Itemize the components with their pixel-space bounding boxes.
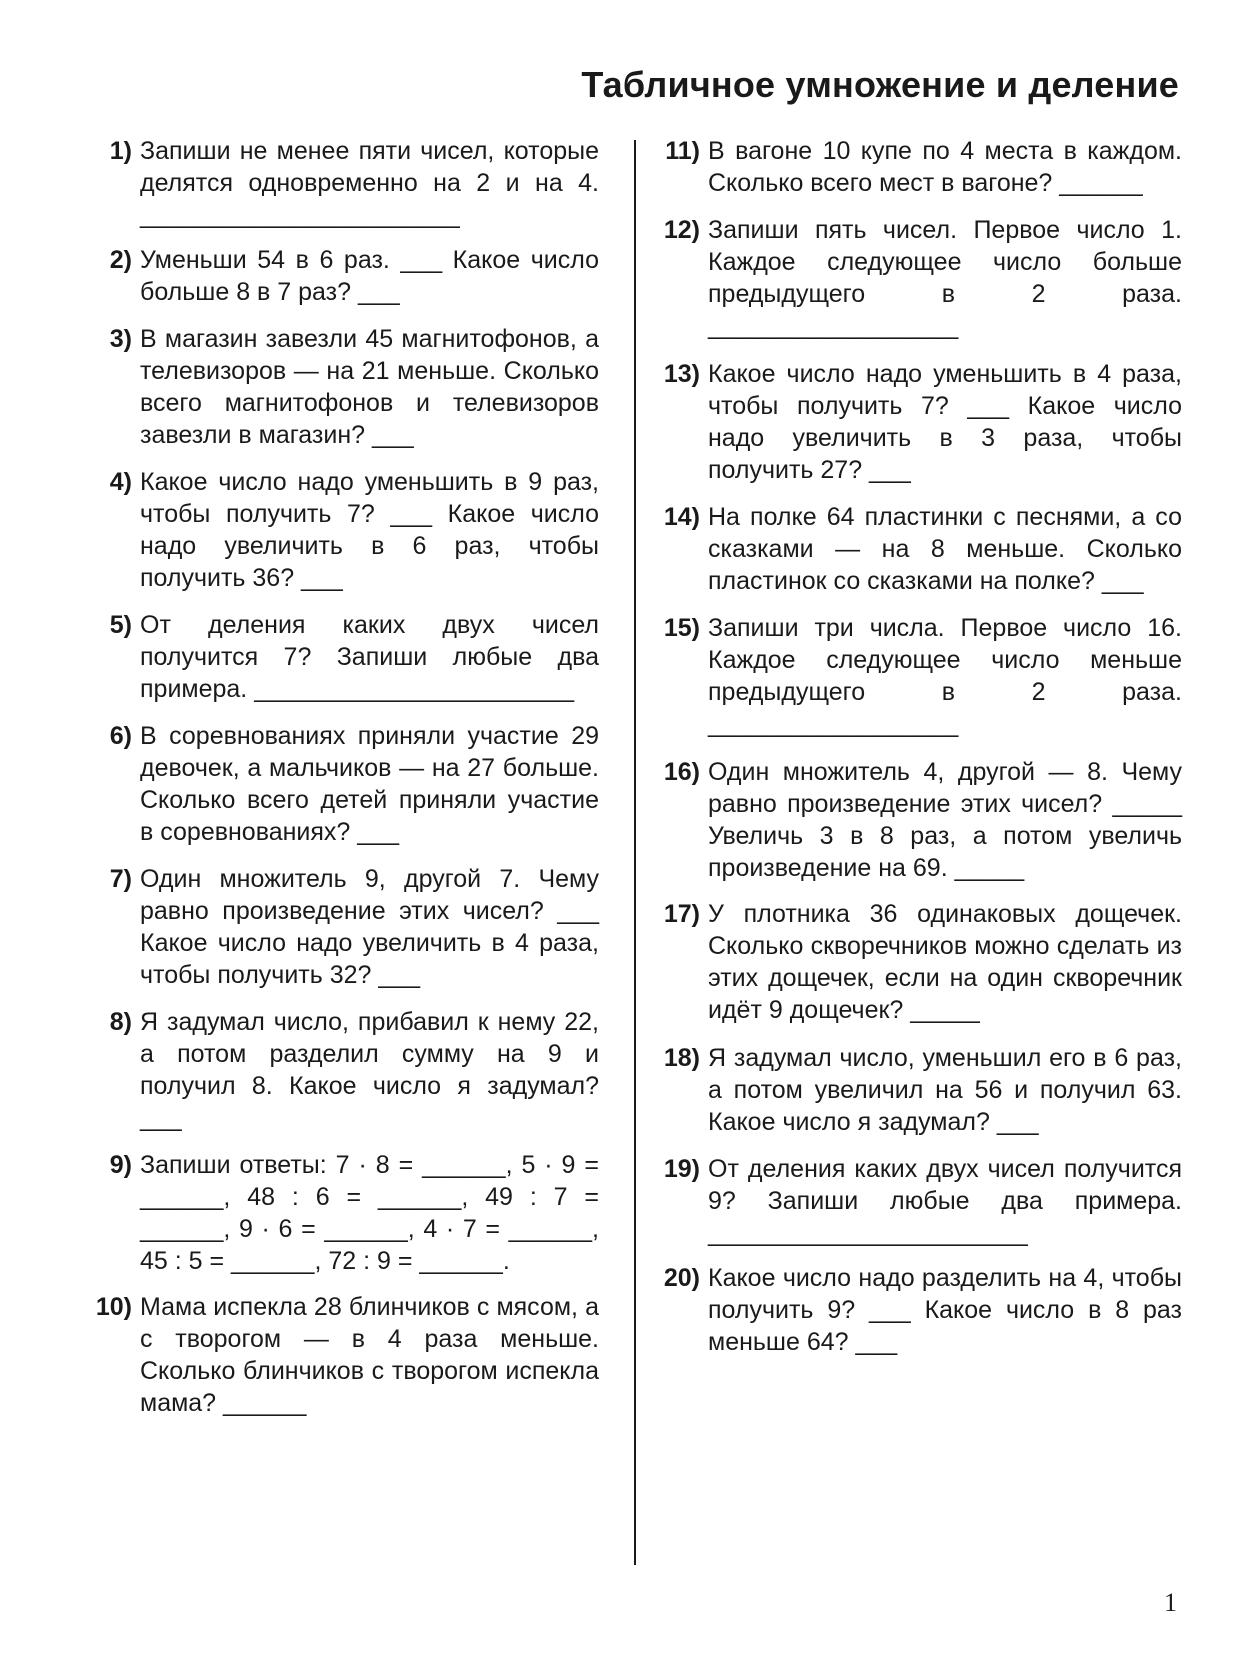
problem-number: 10) — [95, 1293, 132, 1321]
problem-item — [650, 501, 1182, 597]
problem-number: 18) — [663, 1044, 700, 1072]
problem-number: 3) — [109, 325, 132, 353]
problem-item — [650, 214, 1182, 342]
problem-item — [650, 612, 1182, 740]
problem-number: 13) — [663, 360, 700, 388]
problem-item — [82, 1291, 599, 1419]
problem-text: Я задумал число, прибавил к нему 22, а потом разделил сумму на 9 и получил 8. Какое число я задумал? ___ — [140, 1008, 599, 1132]
problem-number: 5) — [109, 611, 132, 639]
problem-text: В вагоне 10 купе по 4 места в каждом. Сколько всего мест в вагоне? ______ — [708, 137, 1182, 197]
problem-item — [650, 1262, 1182, 1358]
problem-item — [82, 1149, 599, 1277]
problem-item — [82, 863, 599, 991]
problem-number: 1) — [109, 137, 132, 165]
problem-number: 17) — [663, 900, 700, 928]
problem-text: От деления каких двух чисел получится 9? Запиши любые два примера. _______________________ — [708, 1155, 1182, 1247]
problem-text: Запиши ответы: 7 · 8 = ______, 5 · 9 = ______, 48 : 6 = ______, 49 : 7 = ______, 9 · 6 = ______, 4 · 7 = ______, 45 : 5 = ______, 72 : 9 = ______. — [140, 1151, 599, 1275]
problem-number: 9) — [109, 1151, 132, 1179]
problem-item — [82, 244, 599, 308]
problem-text: Уменьши 54 в 6 раз. ___ Какое число больше 8 в 7 раз? ___ — [140, 246, 599, 306]
problem-text: В соревнованиях приняли участие 29 девочек, а мальчиков — на 27 больше. Сколько всего детей приняли участие в соревнованиях? ___ — [140, 722, 599, 846]
problem-item — [82, 1006, 599, 1134]
problem-text: В магазин завезли 45 магнитофонов, а телевизоров — на 21 меньше. Сколько всего магнитофонов и телевизоров завезли в магазин? ___ — [140, 325, 599, 449]
problem-number: 6) — [109, 722, 132, 750]
problem-number: 19) — [663, 1155, 700, 1183]
problem-item — [82, 466, 599, 594]
problem-item — [82, 323, 599, 451]
problem-text: Один множитель 9, другой 7. Чему равно произведение этих чисел? ___ Какое число надо увеличить в 4 раза, чтобы получить 32? ___ — [140, 865, 599, 989]
problem-number: 8) — [109, 1008, 132, 1036]
problem-number: 11) — [665, 137, 700, 165]
problem-item — [650, 135, 1182, 199]
page-number: 1 — [1164, 1588, 1177, 1617]
problem-text: Какое число надо уменьшить в 9 раз, чтобы получить 7? ___ Какое число надо увеличить в 6 раз, чтобы получить 36? ___ — [140, 468, 599, 592]
problem-number: 12) — [663, 216, 700, 244]
problem-number: 16) — [663, 758, 700, 786]
page-title: Табличное умножение и деление — [581, 64, 1179, 105]
problem-text: Я задумал число, уменьшил его в 6 раз, а потом увеличил на 56 и получил 63. Какое число я задумал? ___ — [708, 1044, 1182, 1136]
problems-left-column — [82, 135, 599, 1419]
problem-item — [82, 720, 599, 848]
problem-text: Мама испекла 28 блинчиков с мясом, а с творогом — в 4 раза меньше. Сколько блинчиков с творогом испекла мама? ______ — [140, 1293, 599, 1417]
problem-text: Запиши три числа. Первое число 16. Каждое следующее число меньше предыдущего в 2 раза. __________________ — [708, 614, 1182, 738]
problem-text: Запиши пять чисел. Первое число 1. Каждое следующее число больше предыдущего в 2 раза. __________________ — [708, 216, 1182, 340]
problem-number: 7) — [109, 865, 132, 893]
problem-item — [650, 756, 1182, 884]
problem-text: Один множитель 4, другой — 8. Чему равно произведение этих чисел? _____ Увеличь 3 в 8 раз, а потом увеличь произведение на 69. _____ — [708, 758, 1182, 882]
problem-number: 14) — [663, 503, 700, 531]
problem-item — [82, 135, 599, 231]
column-divider — [634, 140, 636, 1565]
problem-text: У плотника 36 одинаковых дощечек. Сколько скворечников можно сделать из этих дощечек, если на один скворечник идёт 9 дощечек? _____ — [708, 900, 1182, 1024]
problem-item — [82, 609, 599, 705]
problem-item — [650, 1042, 1182, 1138]
problem-item — [650, 898, 1182, 1026]
problem-text: На полке 64 пластинки с песнями, а со сказками — на 8 меньше. Сколько пластинок со сказками на полке? ___ — [708, 503, 1182, 595]
problem-text: Запиши не менее пяти чисел, которые делятся одновременно на 2 и на 4. _______________________ — [140, 137, 599, 229]
problem-number: 4) — [109, 468, 132, 496]
problem-text: Какое число надо разделить на 4, чтобы получить 9? ___ Какое число в 8 раз меньше 64? ___ — [708, 1264, 1182, 1356]
problems-right-column — [650, 135, 1182, 1358]
problem-number: 2) — [109, 246, 132, 274]
problem-text: Какое число надо уменьшить в 4 раза, чтобы получить 7? ___ Какое число надо увеличить в 3 раза, чтобы получить 27? ___ — [708, 360, 1182, 484]
problem-item — [650, 1153, 1182, 1249]
problem-text: От деления каких двух чисел получится 7? Запиши любые два примера. _______________________ — [140, 611, 599, 703]
problem-number: 20) — [663, 1264, 700, 1292]
problem-item — [650, 358, 1182, 486]
problem-number: 15) — [663, 614, 700, 642]
